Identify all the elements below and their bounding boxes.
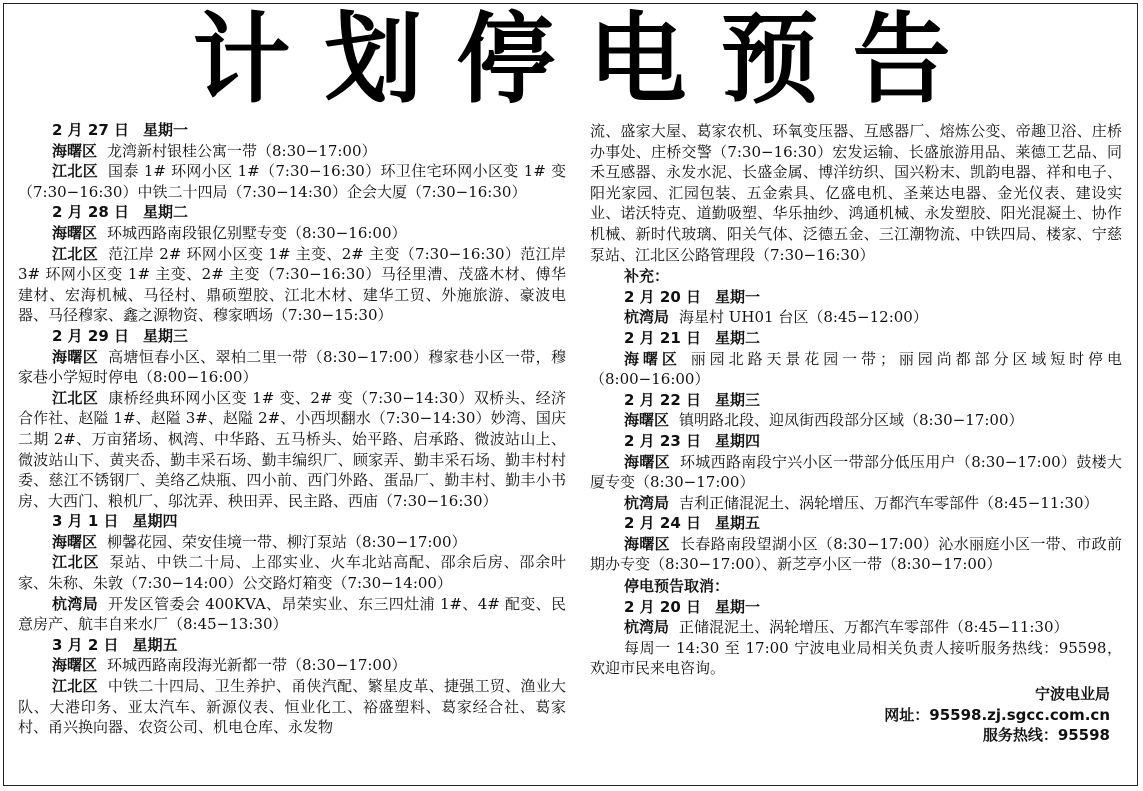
date-text: 2 月 24 日 (624, 514, 701, 533)
section-heading: 补充： (624, 267, 670, 286)
weekday-text: 星期一 (142, 121, 188, 139)
outage-text: 柳馨花园、荣安佳境一带、柳汀泵站（8:30−17:00） (107, 532, 467, 551)
district-label: 海曙区 (624, 452, 670, 471)
outage-entry (590, 349, 1122, 390)
weekday-text: 星期二 (714, 328, 760, 347)
outage-entry (18, 552, 566, 593)
outage-entry (590, 307, 1122, 328)
outage-entry (18, 655, 566, 676)
weekday-text: 星期一 (714, 287, 760, 306)
section-heading: 停电预告取消： (624, 577, 730, 596)
district-label: 江北区 (52, 553, 100, 572)
outage-entry (18, 676, 566, 738)
outage-text: 康桥经典环网小区变 1# 变、2# 变（7:30−14:30）双桥头、经济合作社、赵隘 1#、赵隘 3#、赵隘 2#、小西坝翻水（7:30−14:30）妙湾、国庆二期 2#、万亩猪场、枫湾、中华路、五马桥头、始平路、启承路、微波站山上、微波站山下、黄夹岙、勤丰采石场、勤丰编织厂、顾家弄、勤丰采石场、勤丰村村委、慈江不锈钢厂、美络乙炔瓶、四小前、西门外路、蛋品厂、勤丰村、勤丰小书房、大西门、粮机厂、邬沈弄、秧田弄、民主路、西庙（7:30−16:30） (18, 388, 566, 510)
weekday-text: 星期五 (132, 635, 178, 654)
district-label: 海曙区 (52, 656, 98, 675)
outage-text: 海星村 UH01 台区（8:45−12:00） (679, 308, 928, 327)
outage-entry (18, 388, 566, 512)
outage-text: 高塘恒春小区、翠柏二里一带（8:30−17:00）穆家巷小区一带，穆家巷小学短时停电（8:00−16:00） (18, 347, 566, 387)
right-column (590, 121, 1122, 746)
district-label: 海曙区 (52, 223, 98, 242)
outage-text: 吉利正储混泥土、涡轮增压、万都汽车零部件（8:45−11:30） (679, 493, 1099, 512)
outage-text: 范江岸 2# 环网小区变 1# 主变、2# 主变（7:30−16:30）范江岸 3# 环网小区变 1# 主变、2# 主变（7:30−16:30）马径里漕、茂盛木材、傅华建材、宏海机械、马径村、鼎硕塑胶、江北木材、建华工贸、外施旅游、豪波电器、马径穆家、鑫之源物资、穆家晒场（7:30−15:30） (18, 244, 566, 325)
date-text: 2 月 27 日 (52, 121, 129, 139)
weekday-text: 星期五 (714, 514, 760, 533)
date-text: 3 月 1 日 (52, 512, 119, 531)
date-text: 2 月 23 日 (624, 431, 701, 450)
district-label: 海曙区 (52, 141, 98, 160)
date-heading (590, 597, 1122, 618)
date-text: 3 月 2 日 (52, 635, 119, 654)
outage-text: 龙湾新村银桂公寓一带（8:30−17:00） (107, 141, 377, 160)
weekday-text: 星期一 (714, 597, 760, 616)
outage-entry (18, 223, 566, 244)
district-label: 江北区 (52, 244, 99, 263)
date-text: 2 月 22 日 (624, 390, 701, 409)
page-title: 计划停电预告 (192, 3, 985, 117)
date-text: 2 月 21 日 (624, 328, 701, 347)
outage-text: 中铁二十四局、卫生养护、甬侠汽配、繁星皮革、捷强工贸、渔业大队、大港印务、亚太汽车、新源仪表、恒业化工、裕盛塑料、葛家经合社、葛家村、甬兴换向器、农资公司、机电仓库、永发物 (18, 677, 566, 737)
date-heading (590, 431, 1122, 452)
district-label: 海曙区 (624, 411, 670, 430)
outage-entry (18, 347, 566, 388)
weekday-text: 星期四 (132, 512, 178, 531)
district-label: 江北区 (52, 162, 99, 181)
outage-text: 环城西路南段银亿别墅专变（8:30−16:00） (107, 223, 407, 242)
outage-text: 环城西路南段海光新都一带（8:30−17:00） (107, 656, 407, 675)
outage-text: 国泰 1# 环网小区 1#（7:30−16:30）环卫住宅环网小区变 1# 变（7:30−16:30）中铁二十四局（7:30−14:30）企会大厦（7:30−16:30） (18, 162, 566, 201)
outage-text: 开发区管委会 400KVA、昂荣实业、东三四灶浦 1#、4# 配变、民意房产、航丰自来水厂（8:45−13:30） (18, 594, 566, 634)
outage-text: 环城西路南段宁兴小区一带部分低压用户（8:30−17:00）鼓楼大厦专变（8:30−17:00） (590, 452, 1122, 492)
district-label: 海曙区 (52, 532, 98, 551)
right-column-items (590, 121, 1122, 679)
date-text: 2 月 20 日 (624, 597, 701, 616)
weekday-text: 星期二 (142, 203, 188, 222)
date-text: 2 月 29 日 (52, 326, 129, 345)
outage-text: 镇明路北段、迎凤街西段部分区域（8:30−17:00） (679, 411, 1024, 430)
footer-website: 网址：95598.zj.sgcc.com.cn (884, 705, 1110, 724)
date-heading (590, 390, 1122, 411)
weekday-text: 星期三 (714, 390, 760, 409)
district-label: 江北区 (52, 388, 99, 407)
date-heading (590, 513, 1122, 534)
date-text: 2 月 28 日 (52, 203, 129, 222)
footer-org: 宁波电业局 (1034, 685, 1110, 704)
outage-entry (590, 410, 1122, 431)
date-text: 2 月 20 日 (624, 287, 701, 306)
footer-hotline: 服务热线：95598 (982, 726, 1110, 745)
outage-entry (18, 141, 566, 162)
outage-text: 长春路南段望湖小区（8:30−17:00）沁水丽庭小区一带、市政前期办专变（8:30−17:00）、新芝亭小区一带（8:30−17:00） (590, 534, 1122, 574)
continued-text: 流、盛家大屋、葛家农机、环氧变压器、互感器厂、熔炼公变、帝趣卫浴、庄桥办事处、庄桥交警（7:30−16:30）宏发运输、长盛旅游用品、莱德工艺品、同禾互感器、永发水泥、长盛金属、博洋纺织、国兴粉末、凯韵电器、祥和电子、阳光家园、汇园包装、五金索具、亿盛电机、圣莱达电器、金光仪表、建设实业、诺沃特克、道勤吸塑、华乐抽纱、鸿通机械、永发塑胶、阳光混凝土、协作机械、新时代玻璃、阳关气体、泛德五金、三江潮物流、中铁四局、楼家、宁慈泵站、江北区公路管理段（7:30−16:30） (590, 122, 1122, 264)
date-heading (590, 328, 1122, 349)
weekday-text: 星期三 (142, 326, 188, 345)
outage-entry (590, 493, 1122, 514)
district-label: 海曙区 (624, 534, 670, 553)
outage-text: 丽园北路天景花园一带；丽园尚都部分区域短时停电（8:00−16:00） (590, 349, 1122, 389)
date-heading (18, 511, 566, 532)
outage-entry (18, 594, 566, 635)
district-label: 杭湾局 (52, 594, 99, 613)
date-heading (590, 287, 1122, 308)
hotline-notice: 每周一 14:30 至 17:00 宁波电业局相关负责人接听服务热线：95598，欢迎市民来电咨询。 (590, 638, 1122, 678)
outage-entry (590, 452, 1122, 493)
district-label: 杭湾局 (624, 493, 670, 512)
outage-text: 泵站、中铁二十局、上邵实业、火车北站高配、邵余后房、邵余叶家、朱称、朱敦（7:30−14:00）公交路灯箱变（7:30−14:00） (18, 553, 566, 593)
district-label: 海曙区 (624, 349, 681, 368)
outage-entry (18, 532, 566, 553)
date-heading (18, 326, 566, 347)
district-label: 杭湾局 (624, 308, 670, 327)
outage-text: 正储混泥土、涡轮增压、万都汽车零部件（8:45−11:30） (679, 618, 1069, 637)
outage-entry (590, 617, 1122, 638)
left-column (18, 120, 566, 738)
district-label: 海曙区 (52, 347, 99, 366)
date-heading (18, 120, 566, 141)
district-label: 江北区 (52, 677, 98, 696)
outage-entry (18, 161, 566, 202)
district-label: 杭湾局 (624, 618, 670, 637)
date-heading (18, 635, 566, 656)
weekday-text: 星期四 (714, 431, 760, 450)
outage-entry (18, 244, 566, 326)
outage-entry (590, 534, 1122, 575)
date-heading (18, 202, 566, 223)
